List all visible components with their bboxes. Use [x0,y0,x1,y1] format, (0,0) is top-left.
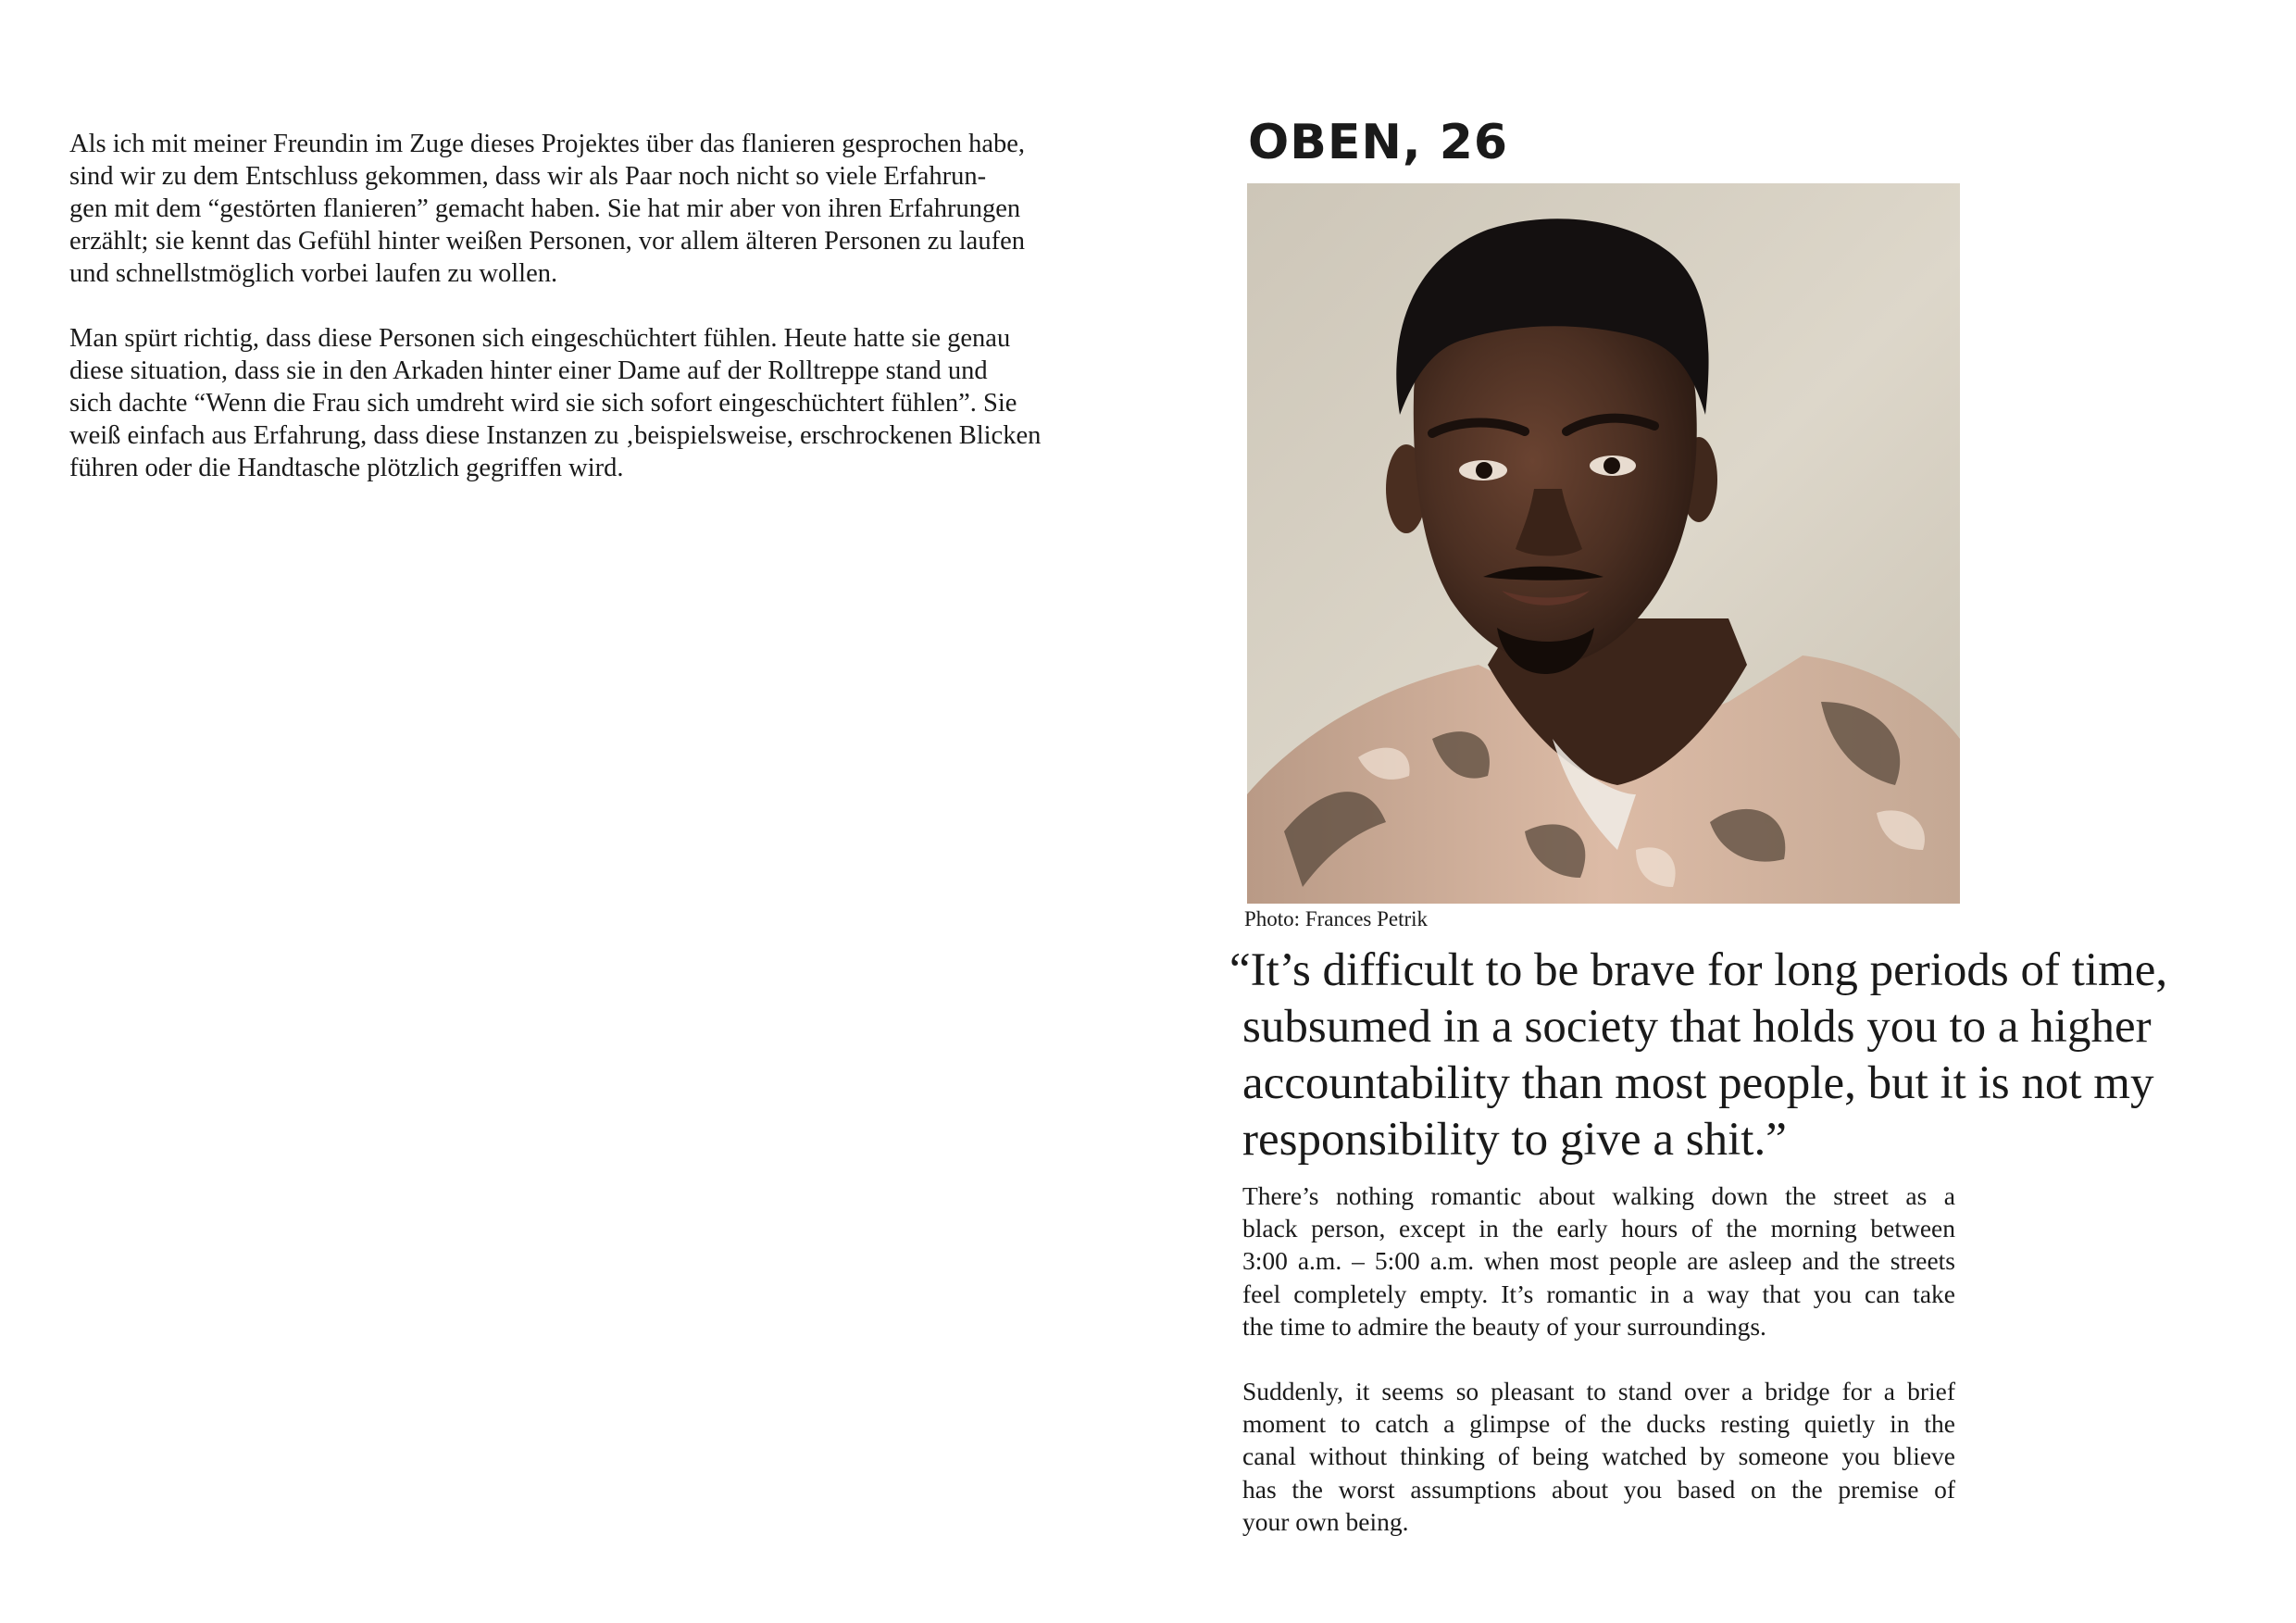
text-line: und schnellstmöglich vorbei laufen zu wollen. [69,259,558,288]
quote-line: “It’s difficult to be brave for long periods of time, [1229,944,2168,996]
text-line: sich dachte “Wenn die Frau sich umdreht wird sie sich sofort eingeschüchtert fühlen”. Sie [69,389,1017,418]
quote-line: accountability than most people, but it is not my [1242,1057,2154,1109]
text-line: sind wir zu dem Entschluss gekommen, dass wir als Paar noch nicht so viele Erfahrun- [69,162,987,191]
portrait-photo [1247,183,1960,904]
text-line: black person, except in the early hours of the morning between [1242,1214,1955,1243]
text-line: erzählt; sie kennt das Gefühl hinter weißen Personen, vor allem älteren Personen zu laufen [69,227,1025,256]
text-line: Als ich mit meiner Freundin im Zuge dieses Projektes über das flanieren gesprochen habe, [69,130,1026,158]
text-line: diese situation, dass sie in den Arkaden hinter einer Dame auf der Rolltreppe stand und [69,356,988,385]
text-line: canal without thinking of being watched by someone you blieve [1242,1442,1955,1471]
right-paragraph-2 [1242,1375,1955,1538]
quote-line: subsumed in a society that holds you to a higher [1242,1001,2152,1053]
pull-quote [1229,943,2257,1168]
text-line: weiß einfach aus Erfahrung, dass diese Instanzen zu ‚beispielsweise, erschrockenen Blicken [69,421,1042,450]
text-line: has the worst assumptions about you based on the premise of [1242,1474,1955,1504]
photo-credit: Photo: Frances Petrik [1244,907,1429,930]
right-page-text [1242,1180,1955,1538]
text-line: your own being. [1242,1506,1409,1536]
text-line: Suddenly, it seems so pleasant to stand over a bridge for a brief [1242,1377,1955,1406]
text-line: 3:00 a.m. – 5:00 a.m. when most people are asleep and the streets [1242,1246,1955,1276]
text-line: führen oder die Handtasche plötzlich gegriffen wird. [69,454,624,482]
text-line: Man spürt richtig, dass diese Personen sich eingeschüchtert fühlen. Heute hatte sie genau [69,324,1011,353]
text-line: feel completely empty. It’s romantic in a way that you can take [1242,1279,1955,1308]
right-paragraph-1 [1242,1180,1955,1342]
left-paragraph-1 [69,128,1097,290]
text-line: gen mit dem “gestörten flanieren” gemacht haben. Sie hat mir aber von ihren Erfahrungen [69,194,1021,223]
left-page-text [69,128,1097,484]
text-line: moment to catch a glimpse of the ducks resting quietly in the [1242,1409,1955,1439]
text-line: the time to admire the beauty of your surroundings. [1242,1311,1766,1341]
left-paragraph-2 [69,322,1097,484]
text-line: There’s nothing romantic about walking down the street as a [1242,1181,1955,1210]
quote-line: responsibility to give a shit.” [1242,1114,1787,1166]
person-name-heading: OBEN, 26 [1248,115,1509,170]
